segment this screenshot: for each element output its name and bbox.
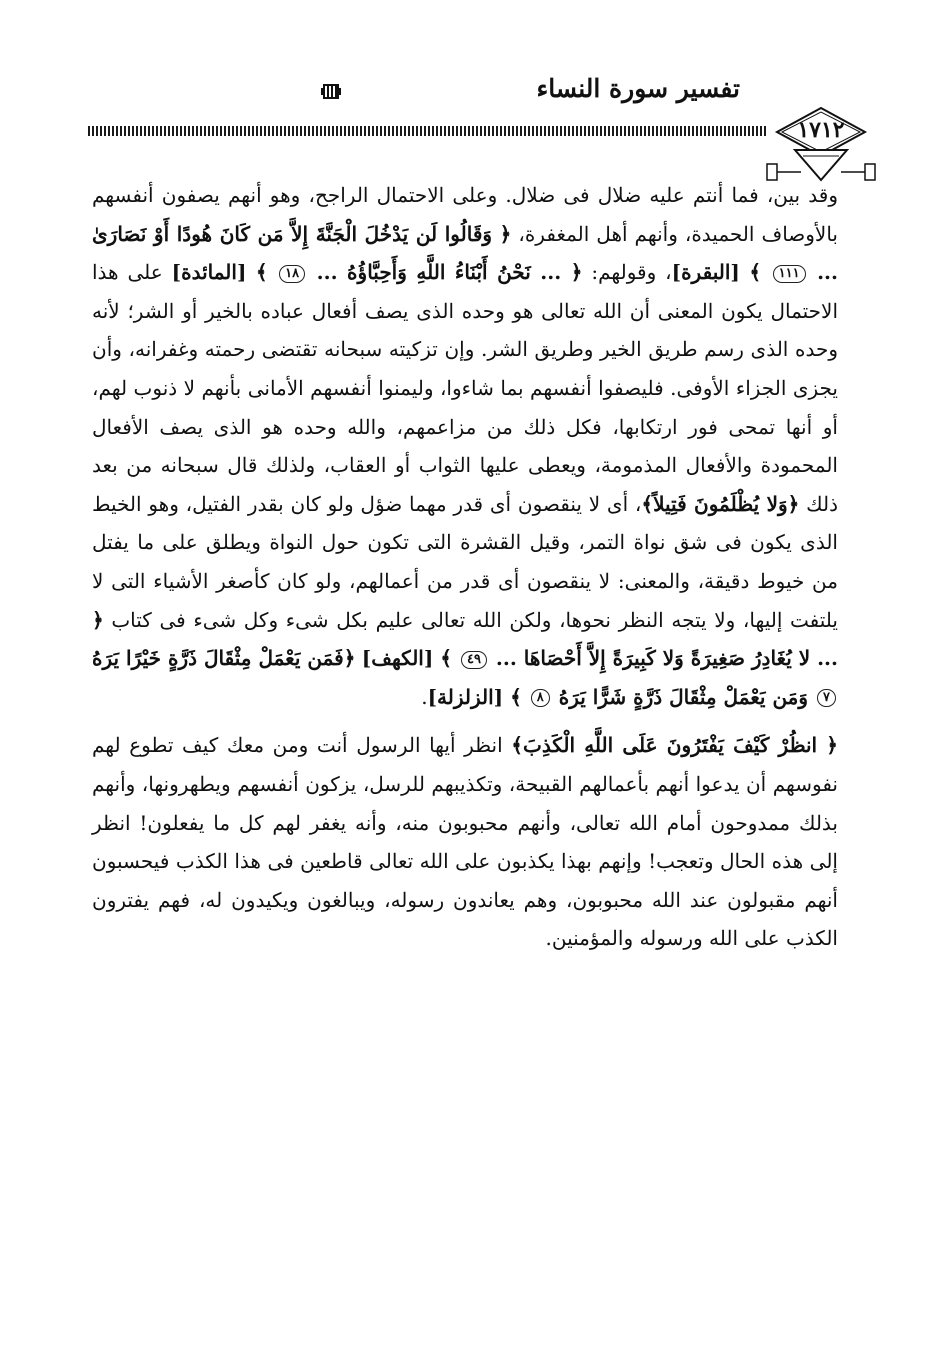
surah-reference: [المائدة] xyxy=(171,260,247,285)
paragraph-1 xyxy=(92,176,838,716)
tafsir-body xyxy=(92,176,838,958)
ayah-number: ٤٩ xyxy=(461,651,487,669)
ayah-number: ٧ xyxy=(817,689,836,707)
body-text: على هذا الاحتمال يكون المعنى أن الله تعالى هو وحده الذى يصف أفعال عباده بالخير أو الشر؛ لأنه وحده الذى رسم طريق الخير وطريق الشر. وإن تزكيته سبحانه تقتضى رحمته وغفرانه، وأن يجزى الجزاء الأوفى. فليصفوا أنفسهم بما شاءوا، وليمنوا أنفسهم الأمانى بأنهم لا ذنوب لهم، أو أنها تمحى فور ارتكابها، فكل ذلك من مزاعمهم، والله وحده هو الذى يصف الأفعال المحمودة والأفعال المذمومة، ويعطى عليها الثواب أو العقاب، ولذلك قال سبحانه من بعد ذلك xyxy=(92,260,838,516)
body-text: ، وقولهم: xyxy=(582,260,672,285)
running-title: تفسير سورة النساء xyxy=(536,74,740,103)
paragraph-2 xyxy=(92,726,838,958)
page-number: ١٧١٢ xyxy=(797,117,845,143)
quran-verse: ﴿ ... لا يُغَادِرُ صَغِيرَةً وَلا كَبِيرَةً إِلاَّ أَحْصَاهَا ... xyxy=(92,607,838,671)
body-text: وقد بين، فما أنتم عليه ضلال فى ضلال. وعلى الاحتمال الراجح، وهو أنهم يصفون أنفسهم بالأوصاف الحميدة، وأنهم أهل المغفرة، xyxy=(92,183,838,246)
book-ornament-icon xyxy=(320,80,342,102)
quran-verse: ﴿ ... نَحْنُ أَبْنَاءُ اللَّهِ وَأَحِبَّاؤُهُ ... xyxy=(307,260,583,285)
ayah-number: ٨ xyxy=(531,689,550,707)
quran-verse: ﴿ وَقَالُوا لَن يَدْخُلَ الْجَنَّةَ إِلاَّ مَن كَانَ هُودًا أَوْ نَصَارَىٰ ... xyxy=(92,221,838,285)
header-rule xyxy=(88,126,768,136)
quran-verse: ﴾ xyxy=(433,646,459,671)
surah-reference: [الكهف] xyxy=(361,646,434,671)
quran-verse: وَمَن يَعْمَلْ مِثْقَالَ ذَرَّةٍ شَرًّا يَرَهُ xyxy=(551,684,816,709)
surah-reference: [البقرة] xyxy=(671,260,740,285)
body-text: انظر أيها الرسول أنت ومن معك كيف تطوع لهم نفوسهم أن يدعوا أنهم بأعمالهم القبيحة، وتكذيبهم للرسل، يزكون أنفسهم ويطهرونها، وأنهم بذلك ممدوحون أمام الله تعالى، وأنهم محبوبون منه، وأنه يغفر لهم كل ما يفعلون! انظر إلى هذه الحال وتعجب! وإنهم بهذا يكذبون على الله تعالى قاطعين فى هذا الكذب فيحسبون أنهم مقبولون عند الله محبوبون، وهم يعاندون رسوله، ويبالغون ويكيدون له، فهم يفترون الكذب على الله ورسوله والمؤمنين. xyxy=(92,733,838,951)
body-text: ، أى لا ينقصون أى قدر مهما ضؤل ولو كان بقدر الفتيل، وهو الخيط الذى يكون فى شق نواة التمر، وقيل القشرة التى تكون حول النواة ويطلق على ما يفتل من خيوط دقيقة، والمعنى: لا ينقصون أى قدر من أعمالهم، ولو كان كأصغر الأشياء التى لا يلتفت إليها، ولا يتجه النظر نحوها، ولكن الله تعالى عليم بكل شىء وكل شىء فى كتاب xyxy=(92,491,838,632)
ayah-number: ١١١ xyxy=(773,265,806,283)
quran-verse: ﴾ xyxy=(739,260,771,285)
quran-verse: ﴿وَلا يُظْلَمُونَ فَتِيلاً﴾ xyxy=(641,491,800,516)
quran-verse: ﴿ انظُرْ كَيْفَ يَفْتَرُونَ عَلَى اللَّهِ الْكَذِبَ﴾ xyxy=(511,733,839,758)
quran-verse: ﴾ xyxy=(503,684,529,709)
quran-verse: ﴿فَمَن يَعْمَلْ مِثْقَالَ ذَرَّةٍ خَيْرًا يَرَهُ xyxy=(92,646,356,671)
page-header xyxy=(80,60,845,170)
ayah-number: ١٨ xyxy=(279,265,305,283)
body-text: . xyxy=(421,684,428,709)
surah-reference: [الزلزلة] xyxy=(427,684,504,709)
quran-verse: ﴾ xyxy=(246,260,278,285)
